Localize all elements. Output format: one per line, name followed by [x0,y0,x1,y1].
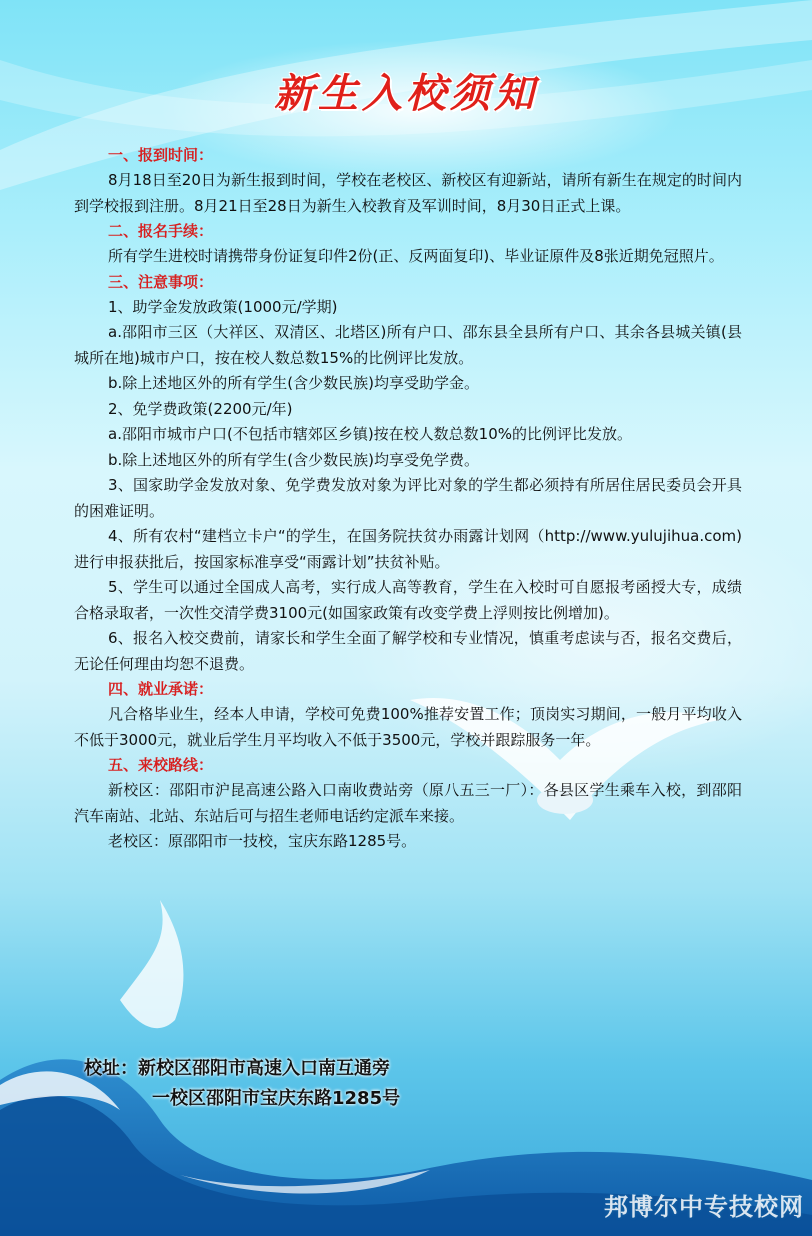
section-heading: 五、来校路线： [108,756,214,774]
paragraph: 5、学生可以通过全国成人高考，实行成人高等教育，学生在入校时可自愿报考函授大专，成绩合格录取者，一次性交清学费3100元(如国家政策有改变学费上浮则按比例增加)。 [74,578,742,622]
paragraph: 3、国家助学金发放对象、免学费发放对象为评比对象的学生都必须持有所居住居民委员会开具的困难证明。 [74,476,742,520]
address-line: 一校区邵阳市宝庆东路1285号 [152,1088,401,1109]
paragraph: 2、免学费政策(2200元/年) [108,399,293,418]
paragraph: a.邵阳市城市户口(不包括市辖郊区乡镇)按在校人数总数10%的比例评比发放。 [108,425,633,443]
section-employment [74,677,742,753]
section-route [74,753,742,855]
seagull-icon [120,900,183,1028]
paragraph: 6、报名入校交费前，请家长和学生全面了解学校和专业情况，慎重考虑读与否，报名交费后，无论任何理由均恕不退费。 [74,629,742,673]
section-report-time [74,143,742,219]
school-address [84,1054,400,1114]
section-registration [74,219,742,270]
paragraph: b.除上述地区外的所有学生(含少数民族)均享受助学金。 [108,374,479,392]
site-watermark: 邦博尔中专技校网 [604,1193,804,1221]
paragraph: 1、助学金发放政策(1000元/学期) [108,297,338,316]
section-heading: 二、报名手续： [108,222,214,240]
address-line: 校址：新校区邵阳市高速入口南互通旁 [84,1058,390,1079]
section-heading: 四、就业承诺： [108,680,214,698]
section-heading: 一、报到时间： [108,146,214,164]
paragraph: b.除上述地区外的所有学生(含少数民族)均享受免学费。 [108,450,479,469]
paragraph: 老校区：原邵阳市一技校，宝庆东路1285号。 [108,832,417,850]
section-heading: 三、注意事项： [108,272,214,291]
paragraph: 所有学生进校时请携带身份证复印件2份(正、反两面复印)、毕业证原件及8张近期免冠照片。 [108,247,724,265]
paragraph: 4、所有农村“建档立卡户“的学生，在国务院扶贫办雨露计划网（http://www.yulujihua.com)进行申报获批后，按国家标准享受“雨露计划”扶贫补贴。 [74,527,742,571]
paragraph: 新校区：邵阳市沪昆高速公路入口南收费站旁（原八五三一厂）：各县区学生乘车入校，到邵阳汽车南站、北站、东站后可与招生老师电话约定派车来接。 [74,781,742,825]
paragraph: 凡合格毕业生，经本人申请，学校可免费100%推荐安置工作；顶岗实习期间，一般月平均收入不低于3000元，就业后学生月平均收入不低于3500元，学校并跟踪服务一年。 [74,705,742,749]
notice-content [74,143,742,855]
page-title: 新生入校须知 [274,70,538,117]
paragraph: 8月18日至20日为新生报到时间，学校在老校区、新校区有迎新站，请所有新生在规定的时间内到学校报到注册。8月21日至28日为新生入校教育及军训时间，8月30日正式上课。 [74,171,742,215]
paragraph: a.邵阳市三区（大祥区、双清区、北塔区)所有户口、邵东县全县所有户口、其余各县城关镇(县城所在地)城市户口，按在校人数总数15%的比例评比发放。 [74,323,742,367]
section-notes [74,270,742,678]
